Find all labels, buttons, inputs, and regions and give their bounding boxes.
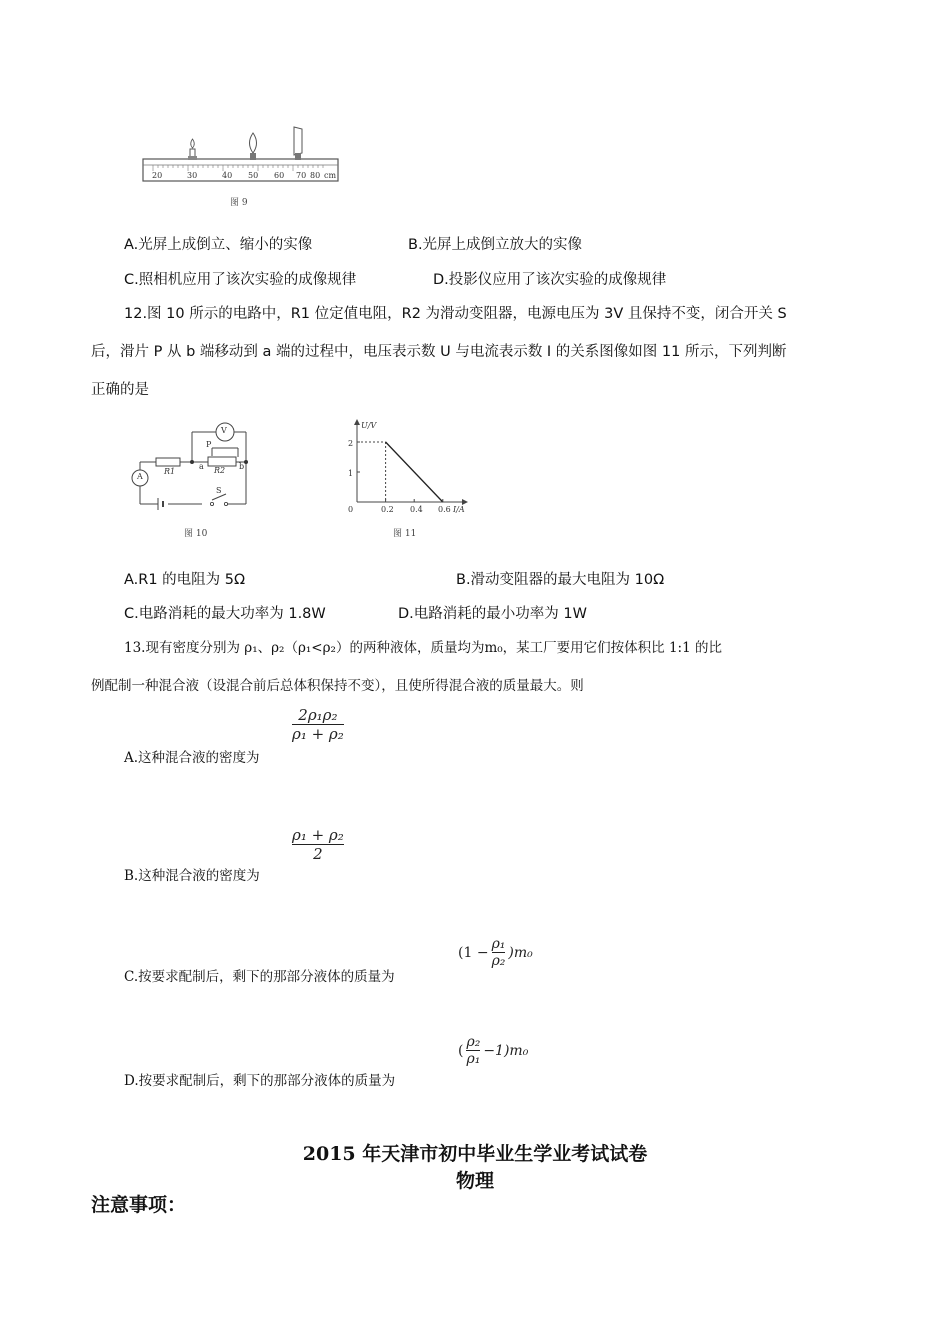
light-screen-icon <box>294 127 302 160</box>
formula-b <box>292 826 344 863</box>
figure-caption: 图 9 <box>230 198 248 208</box>
bench-tick: cm <box>324 171 337 180</box>
formula-c-prefix: (1 − <box>458 944 489 961</box>
formula-b-numerator: ρ₁ + ρ₂ <box>292 826 344 844</box>
q12-stem-line: 12.图 10 所示的电路中，R1 位定值电阻，R2 为滑动变阻器，电源电压为 3V 且保持不变，闭合开关 S <box>124 306 787 322</box>
q12-option-c: C.电路消耗的最大功率为 1.8W <box>124 606 326 622</box>
formula-a-numerator: 2ρ₁ρ₂ <box>298 706 338 724</box>
x-axis-label: I/A <box>453 505 465 514</box>
x-tick-label: 0.6 <box>438 505 451 514</box>
lens-icon <box>250 133 257 160</box>
formula-a <box>292 706 344 743</box>
r1-label: R1 <box>164 467 176 476</box>
notice-heading: 注意事项： <box>91 1194 187 1216</box>
x-tick-label: 0.2 <box>381 505 394 514</box>
y-tick-label: 1 <box>348 469 354 478</box>
formula-c-suffix: )m₀ <box>508 944 533 961</box>
bench-tick: 50 <box>248 171 259 180</box>
formula-d-denominator: ρ₁ <box>466 1051 481 1067</box>
bench-tick: 20 <box>152 171 163 180</box>
formula-b-denominator: 2 <box>313 845 323 863</box>
figure-11-graph <box>335 418 485 540</box>
q12-option-b: B.滑动变阻器的最大电阻为 10Ω <box>456 572 665 588</box>
ui-graph <box>335 418 485 518</box>
end-a-label: a <box>199 462 204 471</box>
q11-option-d: D.投影仪应用了该次实验的成像规律 <box>433 272 667 288</box>
x-tick-label: 0.4 <box>410 505 423 514</box>
q13-stem-line: 13.现有密度分别为 ρ₁、ρ₂（ρ₁<ρ₂）的两种液体，质量均为m₀，某工厂要用它们按体积比 1:1 的比 <box>124 640 722 656</box>
q13-option-b: B.这种混合液的密度为 <box>124 868 260 884</box>
y-axis-label: U/V <box>361 421 377 430</box>
q13-option-c: C.按要求配制后，剩下的那部分液体的质量为 <box>124 969 395 985</box>
bench-tick: 80 <box>310 171 321 180</box>
q12-option-a: A.R1 的电阻为 5Ω <box>124 572 246 588</box>
q13-option-d: D.按要求配制后，剩下的那部分液体的质量为 <box>124 1073 396 1089</box>
q13-option-a: A.这种混合液的密度为 <box>124 750 260 766</box>
formula-d-prefix: ( <box>458 1042 464 1059</box>
end-b-label: b <box>239 462 245 471</box>
formula-a-denominator: ρ₁ + ρ₂ <box>292 725 344 743</box>
bench-tick: 40 <box>222 171 233 180</box>
q12-stem-line: 正确的是 <box>91 382 149 398</box>
slider-label: P <box>206 440 212 449</box>
q12-option-d: D.电路消耗的最小功率为 1W <box>398 606 587 622</box>
figure-caption: 图 11 <box>393 529 417 539</box>
optical-bench-diagram <box>138 125 348 195</box>
bench-tick: 70 <box>296 171 307 180</box>
circuit-diagram <box>128 418 268 518</box>
exam-subject: 物理 <box>455 1170 494 1192</box>
formula-d-numerator: ρ₂ <box>466 1034 481 1050</box>
r1-resistor <box>156 458 180 466</box>
candle-icon <box>188 139 197 160</box>
series-line <box>386 442 443 502</box>
q13-stem-line: 例配制一种混合液（设混合前后总体积保持不变），且使所得混合液的质量最大。则 <box>91 678 584 694</box>
formula-c <box>458 936 533 969</box>
bench-tick: 30 <box>187 171 198 180</box>
ammeter-label: A <box>137 472 143 481</box>
figure-9 <box>138 125 348 215</box>
formula-c-numerator: ρ₁ <box>491 936 506 952</box>
exam-title: 2015 年天津市初中毕业生学业考试试卷 <box>302 1143 648 1165</box>
formula-d <box>458 1034 528 1067</box>
q11-option-b: B.光屏上成倒立放大的实像 <box>408 237 583 253</box>
origin-label: 0 <box>348 505 354 514</box>
formula-d-suffix: −1)m₀ <box>483 1042 529 1059</box>
formula-c-denominator: ρ₂ <box>491 953 506 969</box>
figure-caption: 图 10 <box>184 529 208 539</box>
switch-label: S <box>216 486 222 495</box>
r2-label: R2 <box>214 466 226 475</box>
bench-tick: 60 <box>274 171 285 180</box>
q11-option-c: C.照相机应用了该次实验的成像规律 <box>124 272 357 288</box>
q11-option-a: A.光屏上成倒立、缩小的实像 <box>124 237 313 253</box>
voltmeter-label: V <box>221 426 227 435</box>
q12-stem-line: 后，滑片 P 从 b 端移动到 a 端的过程中，电压表示数 U 与电流表示数 I 的关系图像如图 11 所示，下列判断 <box>91 344 787 360</box>
figure-10-circuit <box>128 418 268 540</box>
y-tick-label: 2 <box>348 439 354 448</box>
